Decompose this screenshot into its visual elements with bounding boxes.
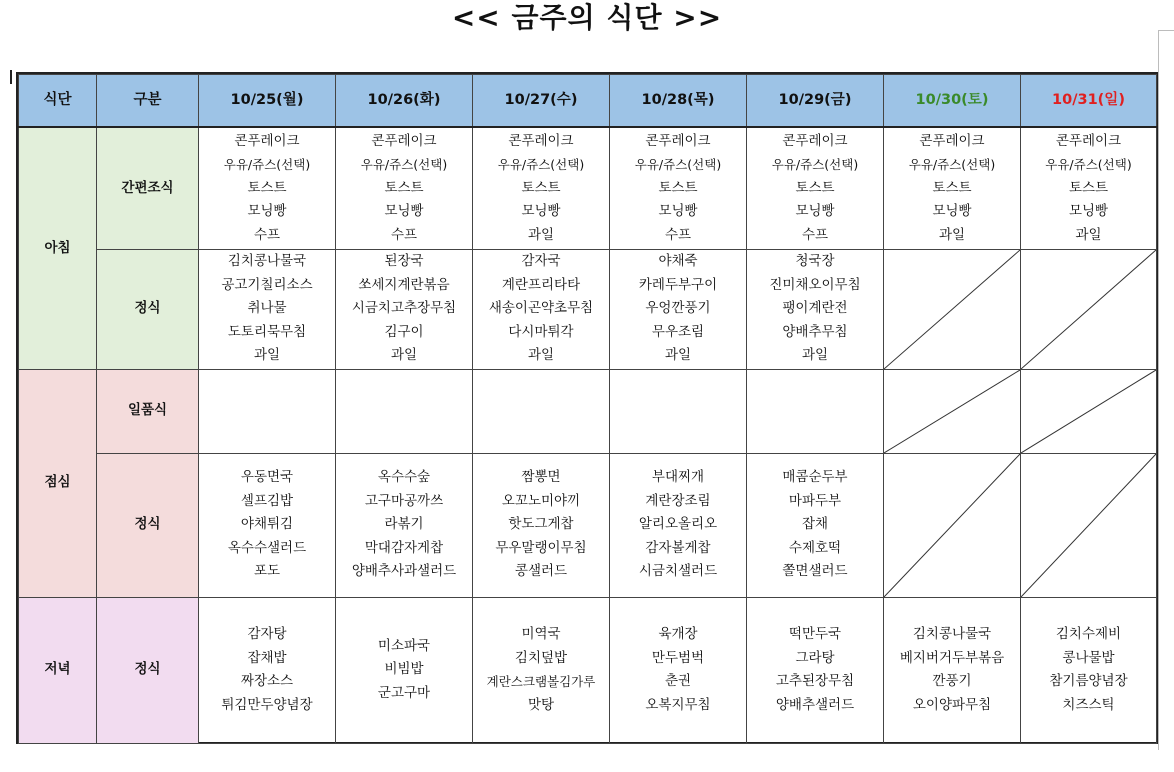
menu-item: 감자국 [521,253,561,270]
header-day-wed: 10/27(수) [473,75,610,128]
menu-item: 김치콩나물국 [227,253,307,270]
diagonal-line [1021,454,1156,597]
diagonal-slash [884,370,1020,453]
menu-item: 수프 [390,226,418,243]
menu-item: 새송이곤약초무침 [488,300,594,317]
menu-item: 오이양파무침 [912,696,992,713]
menu-cell [336,127,473,249]
table-row [19,453,1157,597]
menu-item: 군고구마 [377,684,431,701]
menu-cell [473,127,610,249]
menu-item: 모닝빵 [1068,203,1109,219]
menu-item: 콘푸레이크 [508,132,574,149]
menu-item: 셀프김밥 [240,492,294,509]
menu-cell [473,597,610,743]
menu-item: 잡채밥 [247,649,287,666]
menu-cell [199,127,336,249]
menu-item: 모닝빵 [932,203,972,219]
menu-item: 과일 [527,226,555,243]
menu-item: 오복지무침 [645,696,711,713]
menu-cell [336,453,473,597]
menu-item: 과일 [1075,226,1102,243]
menu-cell [610,453,747,597]
header-day-tue: 10/26(화) [336,75,473,128]
menu-item: 토스트 [1068,179,1109,196]
meal-lunch: 점심 [19,369,97,597]
menu-item: 콩샐러드 [514,563,568,580]
menu-item: 토스트 [795,179,835,196]
menu-item: 토스트 [658,179,698,196]
menu-item: 고구마공까쓰 [364,492,444,509]
menu-cell [747,127,884,249]
menu-cell [199,597,336,743]
menu-item: 콘푸레이크 [1055,132,1122,149]
menu-cell [473,369,610,453]
header-category: 구분 [97,75,199,128]
menu-item: 토스트 [384,179,424,196]
menu-item: 과일 [664,347,692,364]
menu-item: 도토리묵무침 [227,323,307,340]
table-row [19,369,1157,453]
menu-item: 계란장조림 [645,492,711,509]
menu-item: 과일 [390,347,418,364]
header-row [19,75,1157,128]
menu-item: 참기름양념장 [1049,673,1128,689]
diagonal-slash [884,454,1020,597]
diagonal-line [1021,250,1156,369]
menu-cell [610,369,747,453]
menu-item: 양배추사과샐러드 [351,563,457,580]
header-day-mon: 10/25(월) [199,75,336,128]
menu-item: 김치덮밥 [514,649,568,666]
menu-item: 진미채오이무침 [769,276,861,293]
menu-item: 과일 [801,347,829,364]
menu-item: 우유/쥬스(선택) [908,157,996,172]
menu-item: 된장국 [384,253,424,270]
menu-cell [884,127,1021,249]
menu-item: 핫도그게찹 [508,516,574,533]
menu-cell [336,249,473,369]
menu-item: 우유/쥬스(선택) [360,157,448,172]
menu-item: 다시마튀각 [508,323,574,340]
menu-item: 청국장 [795,253,835,270]
menu-item: 우유/쥬스(선택) [497,157,585,172]
menu-item: 양배추무침 [782,323,848,340]
menu-item: 쫄면샐러드 [782,563,848,580]
diagonal-line [884,454,1020,597]
menu-item: 모닝빵 [384,203,424,219]
empty-diagonal-cell [1021,249,1157,369]
meal-dinner: 저녁 [19,597,97,743]
menu-item: 토스트 [247,179,287,196]
menu-item: 쏘세지계란볶음 [358,276,450,293]
menu-item: 모닝빵 [795,203,835,219]
menu-item: 콘푸레이크 [371,132,437,149]
page-title: << 금주의 식단 >> [451,1,723,34]
menu-cell [473,453,610,597]
empty-diagonal-cell [884,369,1021,453]
menu-item: 튀김만두양념장 [221,696,313,713]
menu-item: 치즈스틱 [1062,696,1115,713]
menu-item: 무우조림 [651,323,705,340]
menu-item: 시금치고추장무침 [351,300,457,317]
menu-item: 토스트 [932,179,972,196]
menu-item: 김치수제비 [1055,626,1122,642]
menu-cell [199,369,336,453]
menu-cell [473,249,610,369]
menu-cell [747,453,884,597]
menu-item: 비빔밥 [384,661,424,678]
menu-item: 잡채 [801,516,829,533]
menu-item: 야채튀김 [240,516,294,533]
menu-item: 감자볼게찹 [645,539,711,556]
menu-cell [610,249,747,369]
menu-item: 모닝빵 [658,203,698,219]
empty-diagonal-cell [1021,369,1157,453]
menu-item: 짬뽕면 [521,469,561,486]
menu-item: 콩나물밥 [1062,649,1115,666]
menu-item: 베지버거두부볶음 [899,649,1005,666]
header-day-sun: 10/31(일) [1021,75,1157,128]
weekly-menu-table [18,74,1157,744]
meal-breakfast: 아침 [19,127,97,369]
menu-item: 우유/쥬스(선택) [1045,157,1132,172]
menu-item: 취나물 [247,300,287,317]
menu-item: 만두범벅 [651,649,705,666]
diagonal-line [884,370,1020,453]
menu-item: 미역국 [521,626,561,642]
menu-item: 막대감자게찹 [364,539,444,556]
menu-cell [199,453,336,597]
menu-item: 맛탕 [527,696,555,713]
diagonal-line [1021,370,1156,453]
menu-item: 고추된장무침 [775,673,855,689]
menu-item: 김구이 [384,323,424,340]
header-day-sat: 10/30(토) [884,75,1021,128]
menu-item: 계란프리타타 [501,276,581,293]
table-row [19,249,1157,369]
menu-item: 포도 [253,563,281,580]
menu-item: 모닝빵 [521,203,561,219]
diagonal-slash [1021,454,1156,597]
menu-cell [747,249,884,369]
menu-cell [884,597,1021,743]
category-single-dish: 일품식 [97,369,199,453]
text-cursor [10,70,12,84]
menu-item: 춘권 [664,673,692,689]
menu-item: 육개장 [658,626,698,642]
menu-item: 부대찌개 [651,469,705,486]
menu-item: 옥수수샐러드 [227,539,307,556]
page-edge-line [1158,30,1159,750]
menu-item: 우유/쥬스(선택) [771,157,859,172]
menu-cell [747,597,884,743]
menu-item: 카레두부구이 [638,276,718,293]
menu-item: 계란스크램볼김가루 [486,674,596,689]
empty-diagonal-cell [884,453,1021,597]
menu-item: 매콤순두부 [782,469,848,486]
menu-cell [336,597,473,743]
empty-diagonal-cell [884,249,1021,369]
page-edge-line [1158,30,1174,31]
menu-item: 그라탕 [795,649,835,666]
menu-item: 짜장소스 [240,673,294,689]
menu-item: 알리오올리오 [638,516,718,533]
table-row [19,127,1157,249]
category-regular-dinner: 정식 [97,597,199,743]
menu-item: 김치콩나물국 [912,626,992,642]
menu-cell [610,597,747,743]
menu-item: 과일 [253,347,281,364]
menu-item: 콘푸레이크 [234,132,300,149]
menu-item: 우유/쥬스(선택) [223,157,311,172]
menu-item: 팽이계란전 [782,300,848,317]
category-regular-lunch: 정식 [97,453,199,597]
menu-item: 떡만두국 [788,626,842,642]
menu-item: 깐풍기 [932,673,972,689]
menu-item: 마파두부 [788,492,842,509]
menu-item: 수프 [664,226,692,243]
menu-cell [1021,597,1157,743]
menu-item: 콘푸레이크 [782,132,848,149]
diagonal-line [884,250,1020,369]
category-quick-breakfast: 간편조식 [97,127,199,249]
menu-item: 야채죽 [658,253,698,270]
empty-diagonal-cell [1021,453,1157,597]
header-day-thu: 10/28(목) [610,75,747,128]
table-row [19,597,1157,743]
menu-item: 미소파국 [377,637,431,654]
menu-item: 콘푸레이크 [645,132,711,149]
menu-item: 우동면국 [240,469,294,486]
menu-item: 라볶기 [384,516,424,533]
menu-item: 시금치샐러드 [638,563,718,580]
menu-item: 과일 [938,226,966,243]
menu-item: 공고기칠리소스 [221,276,313,293]
menu-item: 오꼬노미야끼 [501,492,581,509]
menu-cell [336,369,473,453]
menu-item: 콘푸레이크 [919,132,985,149]
menu-cell [747,369,884,453]
header-day-fri: 10/29(금) [747,75,884,128]
menu-item: 수프 [801,226,829,243]
menu-item: 무우말랭이무침 [495,539,587,556]
menu-item: 옥수수숲 [377,469,431,486]
menu-item: 우유/쥬스(선택) [634,157,722,172]
menu-item: 토스트 [521,179,561,196]
menu-item: 감자탕 [247,626,287,642]
menu-item: 수제호떡 [788,539,842,556]
menu-cell [199,249,336,369]
menu-cell [1021,127,1157,249]
diagonal-slash [884,250,1020,369]
diagonal-slash [1021,370,1156,453]
category-regular-breakfast: 정식 [97,249,199,369]
menu-cell [610,127,747,249]
menu-item: 양배추샐러드 [775,696,855,713]
weekly-menu-table-frame [16,72,1158,744]
menu-item: 과일 [527,347,555,364]
diagonal-slash [1021,250,1156,369]
header-meal: 식단 [19,75,97,128]
menu-item: 우엉깐풍기 [645,300,711,317]
menu-item: 모닝빵 [247,203,287,219]
menu-item: 수프 [253,226,281,243]
